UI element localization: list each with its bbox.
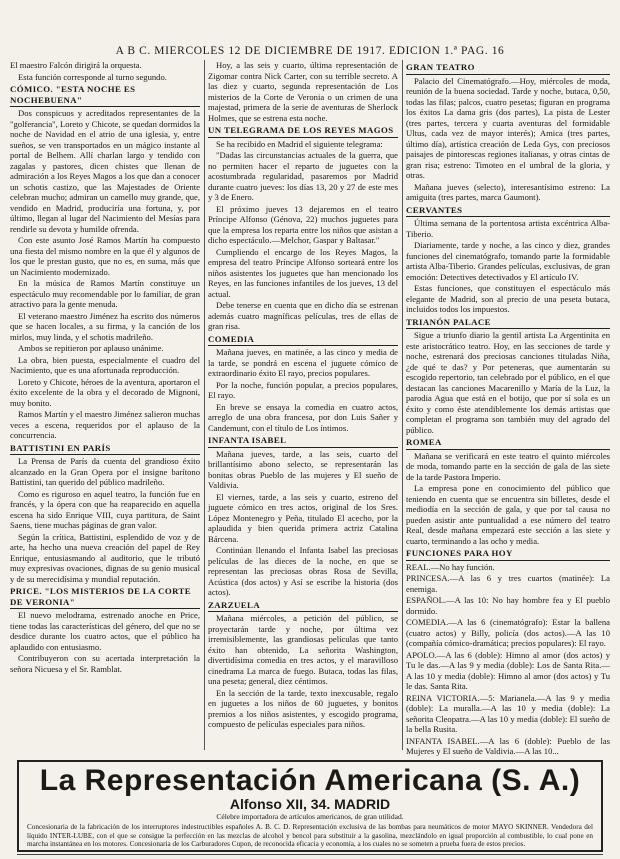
- paragraph: Mañana miércoles, a petición del público, se proyectarán tarde y noche, por última vez irremisiblemente, las grandiosas películas que tanto éxito han obtenido, La señorita Washington, divertidísima comedia en tres actos, y el maravilloso cinedrama La marca de fuego. Butaca, todas las filas, una peseta; general, diez céntimos.: [208, 613, 398, 687]
- paragraph: El veterano maestro Jiménez ha escrito dos números que se hacen locales, a su firma, y la canción de los mirlos, muy linda, y el schotis madrileño.: [10, 310, 200, 342]
- paragraph: Debe tenerse en cuenta que en dicho día se estrenan además cuatro magníficas películas, tres de ellas de gran risa.: [208, 300, 398, 332]
- section-heading-cervantes: CERVANTES: [406, 205, 610, 218]
- paragraph: Cumpliendo el encargo de los Reyes Magos, la empresa del teatro Príncipe Alfonso sorteará entre los niños asistentes los juguetes que han mencionado los Reyes, en las funciones infantiles de los jueves, 13 del actual.: [208, 246, 398, 299]
- listing-line: PRINCESA.—A las 6 y tres cuartos (matinée): La enemiga.: [406, 573, 610, 594]
- bottom-rule: [17, 854, 603, 855]
- paragraph: La Prensa de París da cuenta del grandioso éxito alcanzado en la Gran Opera por el insigne barítono Battistini, tan querido del público madrileño.: [10, 456, 200, 488]
- paragraph: El maestro Falcón dirigirá la orquesta.: [10, 60, 142, 70]
- listing-line: REINA VICTORIA.—5: Marianela.—A las 9 y media (doble): La muralla.—A las 10 y media (doble): La señorita Cleopatra.—A las 10 y media (doble): El sueño de la bella Rusita.: [406, 692, 610, 735]
- paragraph: En la música de Ramos Martín constituye un espectáculo muy recomendable por lo familiar, de gran atractivo para la gente menuda.: [10, 278, 200, 310]
- ad-address: Alfonso XII, 34. MADRID: [229, 796, 391, 812]
- paragraph: La empresa pone en conocimiento del público que teniendo en cuenta que se encuentra sin billetes, desde el mediodía en la sección de gala, y que por tal causa no pueden asistir ante puntualidad a ese número del teatro Real, desde mañana empezará este sección a las siete y cuarto, terminando a las ocho y media.: [406, 483, 610, 546]
- running-head: A B C. MIERCOLES 12 DE DICIEMBRE DE 1917. EDICION 1.ª PAG. 16: [115, 45, 505, 57]
- listing-line: COMEDIA.—A las 6 (cinematógrafo): Estar la ballena (cuatro actos) y Billy, policía (dos actos).—A las 10 (compañía cómico-dramática; precios populares): El rayo.: [406, 617, 610, 649]
- paragraph: El próximo jueves 13 dejaremos en el teatro Príncipe Alfonso (Génova, 22) muchos juguetes para que la empresa los reparta entre los niños que asistan a dicho espectáculo.—Melchor, Gaspar y Baltasar.": [208, 203, 398, 246]
- paragraph: Esta función corresponde al turno segundo.: [18, 71, 167, 82]
- paragraph: Según la crítica, Battistini, esplendido de voz y de arte, ha hecho una nueva creación del papel de Rey Enrique, entusiasmando al auditorio, que le tributó muy expresivas ovaciones, dignas de su genio musical y de su merecidísima y mundial reputación.: [10, 531, 200, 584]
- paragraph: Se ha recibido en Madrid el siguiente telegrama:: [216, 138, 383, 149]
- paragraph: En breve se ensaya la comedia en cuatro actos, arreglo de una obra francesa, por don Luis Sañer y Candemunt, con el título de Los íntimos.: [208, 401, 398, 433]
- section-heading-telegrama: UN TELEGRAMA DE LOS REYES MAGOS: [208, 125, 398, 138]
- ad-title: La Representación Americana (S. A.): [39, 764, 581, 797]
- section-heading-infanta-isabel: INFANTA ISABEL: [208, 435, 398, 448]
- section-heading-trianon: TRIANÓN PALACE: [406, 317, 610, 330]
- paragraph: Dos conspicuos y acreditados representantes de la "golferancia", Loreto y Chicote, se quedan dormidos la noche de Navidad en el atrio de una iglesia, y, entre sueños, se ven transportados en un mágico instante al portal de Belhem. Allí charlan largo y tendido con zagalas y pastores, dicen chistes que llenan de admiración a los Reyes Magos a los que dan a conocer un schotis castizo, que las Majestades de Oriente celebran mucho; admiran un camello muy grande, que, vendido en Madrid, produciría una fortuna, y, por último, llegan al lugar del Nacimiento del Mesías para rendirle su devota y humilde ofrenda.: [10, 108, 200, 234]
- columns: [10, 60, 610, 757]
- column-2: [208, 60, 398, 750]
- paragraph: Última semana de la portentosa artista excéntrica Alba-Tiberio.: [406, 218, 610, 239]
- paragraph: Mañana jueves, tarde, a las seis, cuarto del brillantísimo abono selecto, se representarán las bonitas obras Pueblo de las mujeres y El sueño de Valdivia.: [208, 448, 398, 491]
- ad-subtitle: Célebre importadora de artículos americanos, de gran utilidad.: [216, 812, 404, 821]
- advertisement: [17, 760, 603, 852]
- listing-line: REAL.—No hay función.: [406, 561, 495, 572]
- paragraph: Ramos Martín y el maestro Jiménez salieron muchas veces a escena, requeridos por el aplauso de la concurrencia.: [10, 409, 200, 441]
- section-heading-romea: ROMEA: [406, 437, 610, 450]
- paragraph: Diariamente, tarde y noche, a las cinco y diez, grandes funciones del cinematógrafo, tomando parte la formidable artista Alba-Tiberio. Grandes películas, exclusivas, de gran emoción: Detectives detectivados y El artículo IV.: [406, 240, 610, 282]
- paragraph: Hoy, a las seis y cuarto, última representación de Zigomar contra Nick Carter, con su terrible secreto. A las diez y cuarto, segunda representación de Los misterios de la Corte de Veronia o un crimen de una majestad, primera de la serie de aventuras de Sherlock Holmes, que se estrena esta noche.: [208, 60, 398, 123]
- section-heading-comico: CÓMICO. "ESTA NOCHE ES NOCHEBUENA": [10, 84, 200, 107]
- column-3: [406, 60, 610, 757]
- listing-line: APOLO.—A las 6 (doble): Himno al amor (dos actos) y Tu le das.—A las 9 y media (doble): Los de Santa Rita.—A las 10 y media (doble): Himno al amor (dos actos) y Tu le das. Santa Rita.: [406, 649, 610, 692]
- ad-body: Concesionaria de la fabricación de los interruptores indestructibles españoles A. B. C. D. Representación exclusiva de las bombas para neumáticos de motor MAYO SKINNER. Vendedora del líquido INTER-LUBE, con el que se consigue la perfección en las mezclas de alcohol y bencol para substituir a la gasolina, mezclándolo en igual proporción al combustible, lo cual pone en marcha instantánea en los motores. Concesionaria de los Carburadores Cupon, de reconocida eficacia y economía, a los cuales no se someten a prueba fuera de estos precios.: [27, 823, 593, 849]
- section-heading-funciones: FUNCIONES PARA HOY: [406, 548, 610, 561]
- paragraph: La obra, bien puesta, especialmente el cuadro del Nacimiento, que es una afortunada reproducción.: [10, 354, 200, 376]
- paragraph: Estas funciones, que constituyen el espectáculo más elegante de Madrid, son al precio de una peseta butaca, incluidos todos los impuestos.: [406, 283, 610, 315]
- paragraph: Como es riguroso en aquel teatro, la función fue en francés, y la ópera con que ha reaparecido en aquella escena ha sido Enrique VIII, cuya partitura, de Saint Saens, tiene muchas páginas de gran valor.: [10, 488, 200, 531]
- paragraph: Por la noche, función popular, a precios populares, El rayo.: [208, 379, 398, 401]
- section-heading-comedia: COMEDIA: [208, 334, 398, 347]
- paragraph: Ambos se repitieron por aplauso unánime.: [18, 343, 164, 354]
- paragraph: Con este asunto José Ramos Martín ha compuesto una fiesta del mismo nombre en la que él y algunos de los que le prestan gusto, que no es, en suma, más que un Nacimiento modernizado.: [10, 235, 200, 277]
- paragraph: Mañana jueves (selecto), interesantísimo estreno: La amiguita (tres partes, marca Gaumont).: [406, 181, 610, 203]
- paragraph: Sigue a triunfo diario la gentil artista La Argentinita en este aristocrático teatro. Hoy, en las secciones de tarde y noche, estrenará dos preciosas canciones tituladas Niña, ¿de qué te das? y Por peteneras, que aumentarán su escogido repertorio, tan celebrado por el público, en el que destacan las canciones Macarenillo y María de la Luz, la parodia Agua que está en el botijo, que por sí sola es un éxito y como éste atendiblemente los demás artistas que completan el programa son también muy del agrado del público.: [406, 330, 610, 435]
- section-heading-price: PRICE. "LOS MISTERIOS DE LA CORTE DE VERONIA": [10, 586, 200, 609]
- paragraph: Mañana jueves, en matinée, a las cinco y media de la tarde, se pondrá en escena el juguete cómico de extraordinario éxito El rayo, precios populares.: [208, 347, 398, 379]
- listing-line: INFANTA ISABEL.—A las 6 (doble): Pueblo de las Mujeres y El sueño de Valdivia.—A las 10...: [406, 735, 610, 757]
- paragraph: Mañana se verificará en este teatro el quinto miércoles de moda, tomando parte en la sección de gala de las siete de la tarde Pastora Imperio.: [406, 450, 610, 482]
- section-heading-gran-teatro: GRAN TEATRO: [406, 62, 610, 75]
- paragraph: Contribuyeron con su acertada interpretación la señora Nicuesa y el Sr. Ramblat.: [10, 653, 200, 674]
- paragraph: Palacio del Cinematógrafo.—Hoy, miércoles de moda, reunión de la buena sociedad. Tarde y noche, butaca, 0,50, todas las filas; palcos, cuatro pesetas; figuran en programa los éxitos La dama gris (dos partes), La pista de Lester (tres partes, tercera y cuarta aventuras del formidable Ultus, cada vez de mayor interés); Amica (tres partes, último día), artística creación de Leda Gys, con preciosos paisajes de pintorescas regiones italianas, y otras cintas de gran risa; estreno: Timoteo en el umbral de la gloria, y otras.: [406, 75, 610, 181]
- section-heading-battistini: BATTISTINI EN PARÍS: [10, 443, 200, 456]
- column-1: [10, 60, 200, 750]
- paragraph: En la sección de la tarde, texto inexcusable, regalo en juguetes a los niños de 60 juguetes, y bonitos premios a los niños asistentes, y escogido programa, compuesto de películas especiales para niños.: [208, 687, 398, 730]
- paragraph: El viernes, tarde, a las seis y cuarto, estreno del juguete cómico en tres actos, original de los Sres. López Montenegro y Peña, titulado El acecho, por la aplaudida y bien querida primera actriz Catalina Bárcena.: [208, 491, 398, 544]
- paragraph: Loreto y Chicote, héroes de la aventura, aportaron el éxito excelente de la obra y el decorado de Mignoni, muy bonito.: [10, 376, 200, 408]
- paragraph: El nuevo melodrama, estrenado anoche en Price, tiene todas las características del género, del que no se desdice durante los cuatro actos, que el público ha aplaudido con entusiasmo.: [10, 610, 200, 652]
- section-heading-zarzuela: ZARZUELA: [208, 600, 398, 613]
- paragraph: "Dadas las circunstancias actuales de la guerra, que no permiten hacer el reparto de juguetes con la acostumbrada regularidad, pasaremos por Madrid durante cuatro jueves: los días 13, 20 y 27 de este mes y 3 de Enero.: [208, 150, 398, 203]
- listing-line: ESPAÑOL.—A las 10: No hay hombre fea y El pueblo dormido.: [406, 595, 610, 616]
- paragraph: Continúan llenando el Infanta Isabel las preciosas películas de las dieces de la noche, en que se representan las preciosas obras Rosa de Sevilla, Acústica (dos actos) y Así se escribe la historia (dos actos).: [208, 545, 398, 598]
